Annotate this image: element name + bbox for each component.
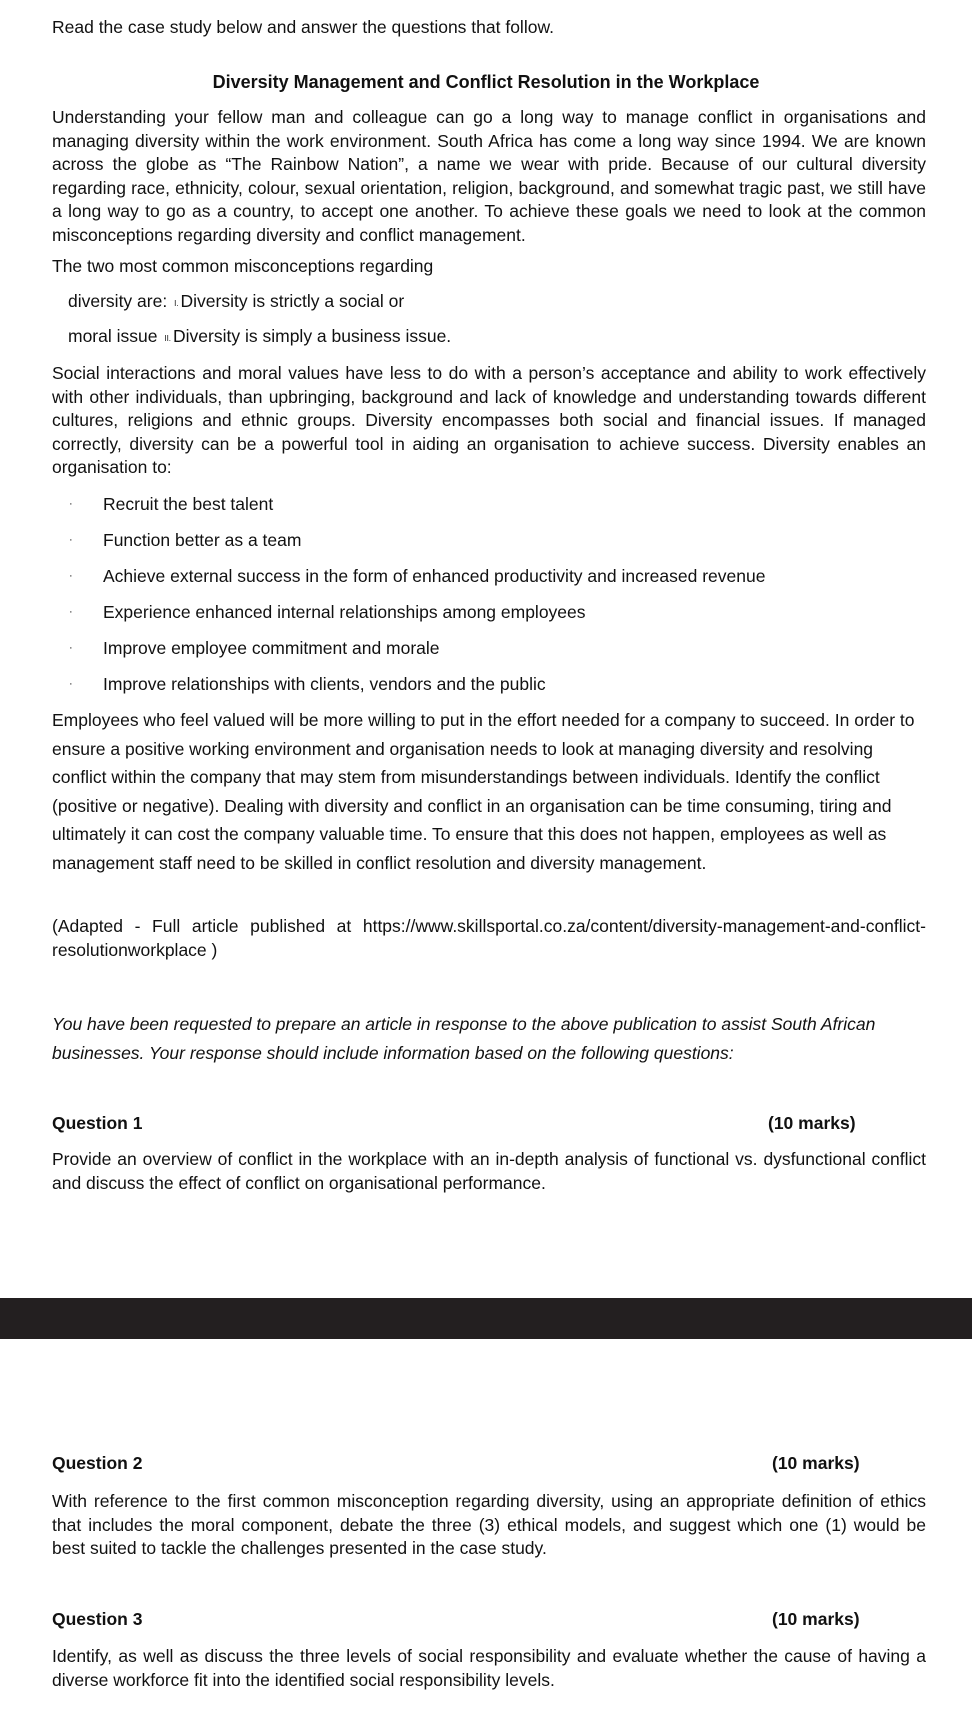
question-1-label: Question 1 (52, 1113, 143, 1133)
question-1-marks: (10 marks) (768, 1113, 856, 1133)
task-instruction: You have been requested to prepare an article in response to the above publication to assist South African businesses. Your response should include information based on the following questions: (52, 1014, 876, 1063)
question-2-label: Question 2 (52, 1453, 143, 1473)
misconceptions-line-2 (68, 291, 404, 312)
misconception-prefix-2: moral issue (68, 326, 158, 346)
misconception-2-text: Diversity is simply a business issue. (173, 326, 452, 346)
bullet-glyph: · (69, 570, 73, 582)
bullet-glyph: · (69, 678, 73, 690)
question-1-text: Provide an overview of conflict in the workplace with an in-depth analysis of functional vs. dysfunctional conflict and discuss the effect of conflict on organisational performance. (52, 1149, 926, 1193)
social-paragraph: Social interactions and moral values have less to do with a person’s acceptance and ability to work effectively with other individuals, than upbringing, background and lack of knowledge and understanding towards different cultures, religions and ethnic groups. Diversity encompasses both social and financial issues. If managed correctly, diversity can be a powerful tool in aiding an organisation to achieve success. Diversity enables an organisation to: (52, 363, 926, 478)
bullet-text: Improve employee commitment and morale (103, 638, 440, 658)
roman-numeral-2: II. (164, 334, 172, 343)
bullet-text: Recruit the best talent (103, 494, 274, 514)
question-2-text: With reference to the first common misconception regarding diversity, using an appropriate definition of ethics that includes the moral component, debate the three (3) ethical models, and suggest which one (1) would be best suited to tackle the challenges presented in the case study. (52, 1491, 926, 1559)
bullet-glyph: · (69, 606, 73, 618)
bullet-glyph: · (69, 534, 73, 546)
bullet-text: Improve relationships with clients, vendors and the public (103, 674, 546, 694)
misconception-1-text: Diversity is strictly a social or (180, 291, 405, 311)
bullet-glyph: · (69, 642, 73, 654)
question-3-marks: (10 marks) (772, 1609, 860, 1629)
question-2-marks: (10 marks) (772, 1453, 860, 1473)
bullet-text: Function better as a team (103, 530, 302, 550)
case-study-title: Diversity Management and Conflict Resolution in the Workplace (212, 72, 760, 92)
misconception-prefix-1: diversity are: (68, 291, 168, 311)
dark-divider-band (0, 1298, 972, 1339)
source-note: (Adapted - Full article published at https://www.skillsportal.co.za/content/diversity-management-and-conflict-resolutionworkplace ) (52, 916, 926, 960)
roman-numeral-1: I. (174, 299, 179, 308)
bullet-text: Achieve external success in the form of enhanced productivity and increased revenue (103, 566, 766, 586)
instruction-text: Read the case study below and answer the questions that follow. (52, 17, 554, 37)
misconceptions-line-1: The two most common misconceptions regarding (52, 256, 434, 276)
bullet-glyph: · (69, 498, 73, 510)
intro-paragraph: Understanding your fellow man and colleague can go a long way to manage conflict in organisations and managing diversity within the work environment. South Africa has come a long way since 1994. We are known across the globe as “The Rainbow Nation”, a name we wear with pride. Because of our cultural diversity regarding race, ethnicity, colour, sexual orientation, religion, background, and somewhat tragic past, we still have a long way to go as a country, to accept one another. To achieve these goals we need to look at the common misconceptions regarding diversity and conflict management. (52, 107, 926, 245)
misconceptions-line-3 (68, 326, 451, 347)
employees-paragraph: Employees who feel valued will be more willing to put in the effort needed for a company to succeed. In order to ensure a positive working environment and organisation needs to look at managing diversity and resolving conflict within the company that may stem from misunderstandings between individuals. Identify the conflict (positive or negative). Dealing with diversity and conflict in an organisation can be time consuming, tiring and ultimately it can cost the company valuable time. To ensure that this does not happen, employees as well as management staff need to be skilled in conflict resolution and diversity management. (52, 710, 915, 873)
question-3-label: Question 3 (52, 1609, 143, 1629)
question-3-text: Identify, as well as discuss the three levels of social responsibility and evaluate whether the cause of having a diverse workforce fit into the identified social responsibility levels. (52, 1646, 926, 1690)
bullet-text: Experience enhanced internal relationships among employees (103, 602, 586, 622)
